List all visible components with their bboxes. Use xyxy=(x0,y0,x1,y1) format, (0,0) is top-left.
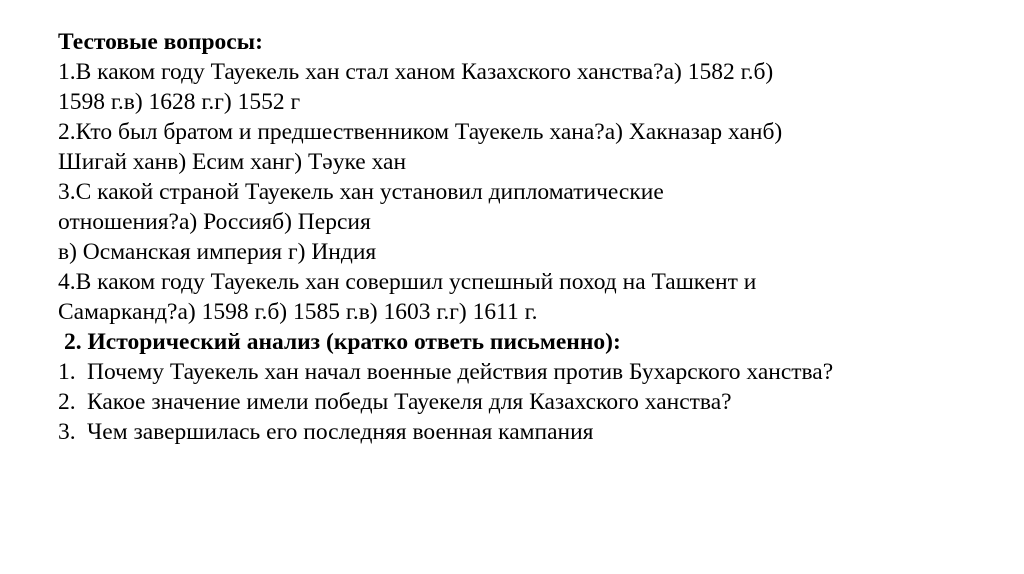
question-1 xyxy=(58,57,958,117)
question-line: в) Османская империя г) Индия xyxy=(58,239,377,265)
analysis-item-number: 2. xyxy=(58,389,76,415)
question-line: Шигай ханв) Есим ханг) Тәуке хан xyxy=(58,149,407,175)
analysis-item-3 xyxy=(58,417,958,447)
question-line: 1598 г.в) 1628 г.г) 1552 г xyxy=(58,89,301,115)
analysis-item-text: Какое значение имели победы Тауекеля для Казахского ханства? xyxy=(87,389,732,415)
test-questions-heading: Тестовые вопросы: xyxy=(58,29,263,55)
analysis-item-text: Чем завершилась его последняя военная кампания xyxy=(87,419,594,445)
analysis-item-1 xyxy=(58,357,958,387)
analysis-item-text: Почему Тауекель хан начал военные действия против Бухарского ханства? xyxy=(87,359,834,385)
question-2 xyxy=(58,117,958,177)
analysis-item-number: 3. xyxy=(58,419,76,445)
analysis-item-2 xyxy=(58,387,958,417)
question-line: отношения?а) Россияб) Персия xyxy=(58,209,371,235)
question-line: 4.В каком году Тауекель хан совершил успешный поход на Ташкент и xyxy=(58,269,757,295)
slide-content xyxy=(58,27,958,447)
question-4 xyxy=(58,267,958,327)
question-3 xyxy=(58,177,958,267)
analysis-heading: 2. Исторический анализ (кратко ответь письменно): xyxy=(64,329,621,355)
analysis-item-number: 1. xyxy=(58,359,76,385)
question-line: 1.В каком году Тауекель хан стал ханом Казахского ханства?а) 1582 г.б) xyxy=(58,59,774,85)
question-line: 3.С какой страной Тауекель хан установил дипломатические xyxy=(58,179,664,205)
question-line: Самарканд?а) 1598 г.б) 1585 г.в) 1603 г.г) 1611 г. xyxy=(58,299,538,325)
question-line: 2.Кто был братом и предшественником Тауекель хана?а) Хакназар ханб) xyxy=(58,119,783,145)
